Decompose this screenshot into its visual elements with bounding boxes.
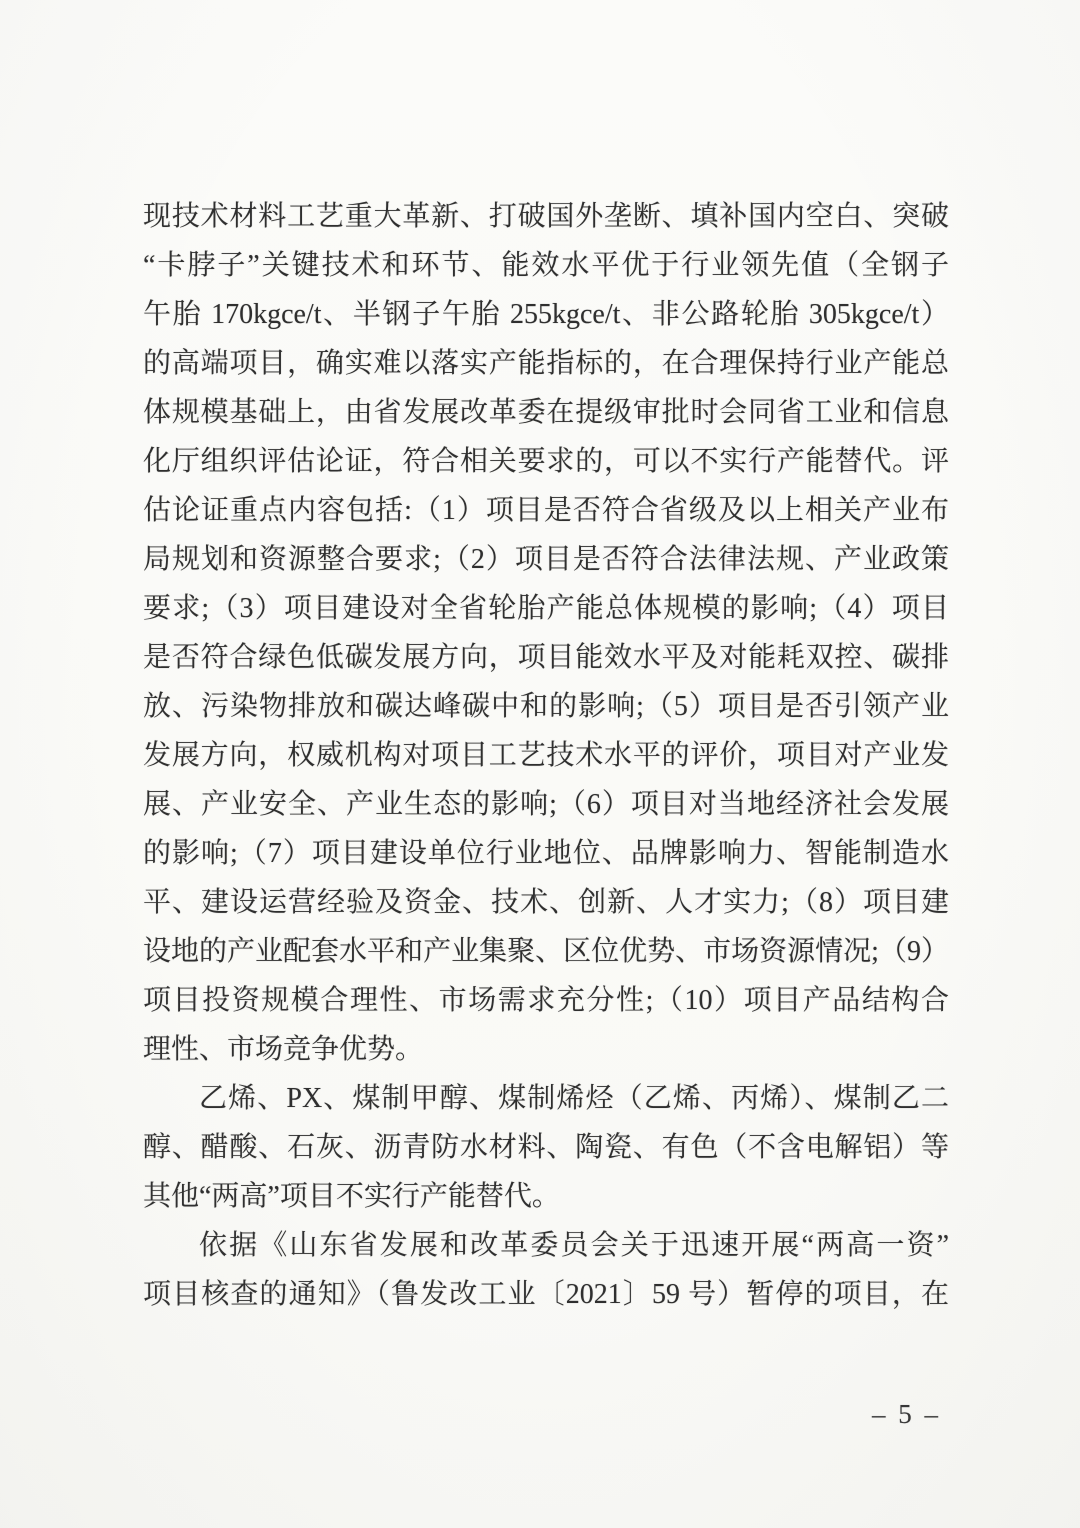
text-line: 局规划和资源整合要求;（2）项目是否符合法律法规、产业政策 [143,544,949,575]
document-body [143,192,949,1319]
text-line: 展、产业安全、产业生态的影响;（6）项目对当地经济社会发展 [143,789,949,820]
text-line: 估论证重点内容包括:（1）项目是否符合省级及以上相关产业布 [143,495,949,526]
text-line: 放、污染物排放和碳达峰碳中和的影响;（5）项目是否引领产业 [143,691,949,722]
text-line: “卡脖子”关键技术和环节、能效水平优于行业领先值（全钢子 [143,250,949,281]
text-line: 设地的产业配套水平和产业集聚、区位优势、市场资源情况;（9） [143,936,949,967]
text-line: 的高端项目，确实难以落实产能指标的，在合理保持行业产能总 [143,348,949,379]
text-line: 的影响;（7）项目建设单位行业地位、品牌影响力、智能制造水 [143,838,949,869]
text-line: 醇、醋酸、石灰、沥青防水材料、陶瓷、有色（不含电解铝）等 [143,1132,949,1163]
text-line: 是否符合绿色低碳发展方向，项目能效水平及对能耗双控、碳排 [143,642,949,673]
text-line: 化厅组织评估论证，符合相关要求的，可以不实行产能替代。评 [143,446,949,477]
text-line: 要求;（3）项目建设对全省轮胎产能总体规模的影响;（4）项目 [143,593,949,624]
text-line: 平、建设运营经验及资金、技术、创新、人才实力;（8）项目建 [143,887,949,918]
text-line: 依据《山东省发展和改革委员会关于迅速开展“两高一资” [199,1230,949,1261]
text-line: 乙烯、PX、煤制甲醇、煤制烯烃（乙烯、丙烯）、煤制乙二 [199,1083,949,1114]
text-line: 项目核查的通知》（鲁发改工业〔2021〕59 号）暂停的项目，在 [143,1279,949,1310]
text-line: 其他“两高”项目不实行产能替代。 [143,1181,560,1212]
text-line: 体规模基础上，由省发展改革委在提级审批时会同省工业和信息 [143,397,949,428]
text-line: 项目投资规模合理性、市场需求充分性;（10）项目产品结构合 [143,985,949,1016]
text-line: 发展方向，权威机构对项目工艺技术水平的评价，项目对产业发 [143,740,949,771]
page-number: – 5 – [872,1399,941,1429]
text-line: 理性、市场竞争优势。 [143,1034,424,1065]
text-line: 午胎 170kgce/t、半钢子午胎 255kgce/t、非公路轮胎 305kgce/t） [143,299,949,330]
text-line: 现技术材料工艺重大革新、打破国外垄断、填补国内空白、突破 [143,201,949,232]
